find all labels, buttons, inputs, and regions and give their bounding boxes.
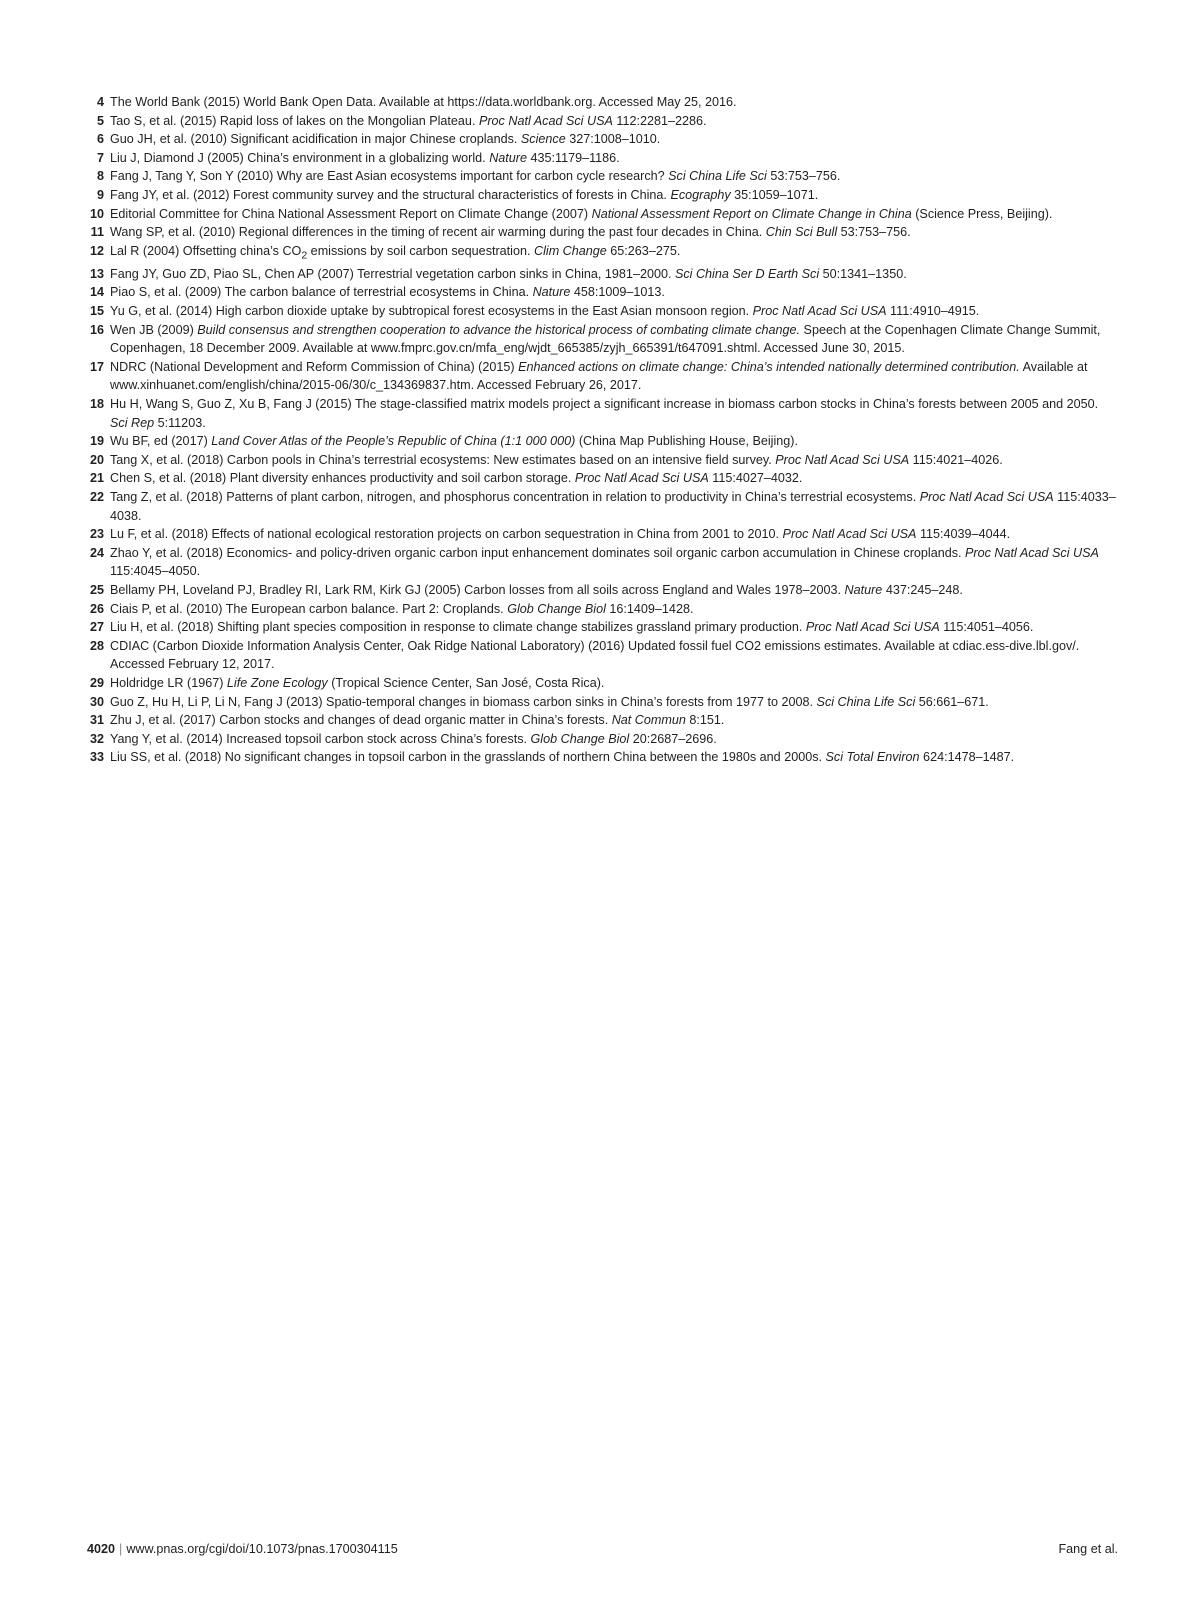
reference-number: 4 (96, 95, 104, 109)
reference-segment: (Tropical Science Center, San José, Costa Rica). (327, 675, 605, 690)
reference-text (110, 471, 802, 485)
reference-item (84, 618, 1118, 637)
reference-number: 16 (89, 322, 104, 337)
reference-item (84, 93, 1118, 112)
reference-list (84, 93, 1118, 767)
reference-segment: Wu BF, ed (2017) (110, 434, 212, 449)
reference-text (110, 490, 1116, 523)
reference-segment: Guo JH, et al. (2010) Significant acidification in major Chinese croplands. (110, 132, 521, 147)
reference-item (84, 711, 1118, 730)
reference-segment: 65:263–275. (606, 243, 681, 258)
reference-number: 33 (89, 750, 104, 765)
reference-segment: 16:1409–1428. (605, 601, 694, 616)
reference-segment: (China Map Publishing House, Beijing). (575, 434, 798, 449)
reference-segment: Tao S, et al. (2015) Rapid loss of lakes on the Mongolian Plateau. (110, 113, 479, 128)
reference-segment: Editorial Committee for China National Assessment Report on Climate Change (2007) (110, 206, 592, 221)
journal-title: National Assessment Report on Climate Change in China (591, 206, 912, 221)
journal-title: Ecography (670, 187, 731, 202)
reference-segment: 115:4021–4026. (909, 452, 1003, 467)
reference-segment: Speech at the Copenhagen Climate Change Summit, Copenhagen, 18 December 2009. Available at www.fmprc.gov.cn/mfa_eng/wjdt_665385/zyjh_665391/t647091.shtml. Accessed June 30, 2015. (110, 322, 1101, 356)
reference-text (110, 151, 620, 165)
reference-segment: 53:753–756. (766, 169, 841, 184)
journal-title: Nature (532, 285, 571, 300)
reference-text (110, 676, 604, 690)
reference-number: 8 (96, 169, 104, 184)
reference-segment: Holdridge LR (1967) (110, 675, 227, 690)
reference-text (110, 527, 1010, 541)
reference-item (84, 242, 1118, 265)
reference-segment: emissions by soil carbon sequestration. (307, 243, 534, 258)
reference-segment: 112:2281–2286. (612, 113, 707, 128)
reference-item (84, 167, 1118, 186)
footer-separator: | (119, 1542, 123, 1556)
reference-segment: 115:4051–4056. (939, 620, 1034, 635)
journal-title: Enhanced actions on climate change: China’s intended nationally determined contribution. (518, 359, 1020, 374)
reference-segment: 437:245–248. (882, 582, 963, 597)
doi-link[interactable]: www.pnas.org/cgi/doi/10.1073/pnas.1700304115 (126, 1542, 398, 1556)
reference-item (84, 130, 1118, 149)
reference-segment: Guo Z, Hu H, Li P, Li N, Fang J (2013) Spatio-temporal changes in biomass carbon sinks in China’s forests from 1977 to 2008. (110, 694, 817, 709)
page-number: 4020 (87, 1542, 116, 1556)
reference-item (84, 544, 1118, 581)
reference-number: 5 (96, 113, 104, 128)
reference-segment: Fang J, Tang Y, Son Y (2010) Why are East Asian ecosystems important for carbon cycle research? (110, 169, 669, 184)
reference-segment: Lal R (2004) Offsetting china’s CO (110, 243, 302, 258)
journal-title: Nature (844, 582, 883, 597)
reference-text (110, 95, 737, 109)
reference-segment: (Science Press, Beijing). (911, 206, 1053, 221)
reference-number: 9 (96, 187, 104, 202)
reference-item (84, 205, 1118, 224)
reference-text (110, 453, 1003, 467)
journal-title: Sci China Life Sci (816, 694, 916, 709)
reference-text (110, 114, 707, 128)
reference-item (84, 302, 1118, 321)
journal-title: Sci China Life Sci (668, 169, 767, 184)
reference-segment: The World Bank (2015) World Bank Open Data. Available at https://data.worldbank.org. Accessed May 25, 2016. (110, 95, 737, 109)
reference-number: 12 (89, 243, 104, 258)
reference-item (84, 223, 1118, 242)
journal-title: Proc Natl Acad Sci USA (782, 527, 917, 542)
reference-number: 21 (89, 471, 104, 486)
reference-item (84, 748, 1118, 767)
reference-text (110, 285, 665, 299)
reference-item (84, 149, 1118, 168)
reference-segment: Chen S, et al. (2018) Plant diversity enhances productivity and soil carbon storage. (110, 471, 575, 486)
reference-number: 30 (89, 694, 104, 709)
reference-number: 14 (89, 285, 104, 300)
journal-title: Science (520, 132, 566, 147)
reference-text (110, 620, 1033, 634)
reference-text (110, 602, 693, 616)
reference-segment: Hu H, Wang S, Guo Z, Xu B, Fang J (2015) The stage-classified matrix models project a significant increase in biomass carbon stocks in China’s forests between 2005 and 2050. (110, 397, 1099, 412)
journal-title: Proc Natl Acad Sci USA (574, 471, 709, 486)
reference-segment: CDIAC (Carbon Dioxide Information Analysis Center, Oak Ridge National Laboratory) (2016) Updated fossil fuel CO2 emissions estimates. Available at cdiac.ess-dive.lbl.gov/. Accessed February 12, 2017. (110, 638, 1080, 672)
reference-text (110, 434, 798, 448)
journal-title: Nat Commun (611, 713, 686, 728)
reference-number: 15 (89, 304, 104, 319)
running-authors: Fang et al. (1058, 1542, 1118, 1556)
journal-title: Proc Natl Acad Sci USA (919, 489, 1054, 504)
reference-segment: Zhao Y, et al. (2018) Economics- and policy-driven organic carbon input enhancement dominates soil organic carbon accumulation in Chinese croplands. (110, 545, 965, 560)
reference-item (84, 112, 1118, 131)
reference-item (84, 186, 1118, 205)
reference-segment: Liu J, Diamond J (2005) China’s environment in a globalizing world. (110, 150, 490, 165)
reference-segment: Bellamy PH, Loveland PJ, Bradley RI, Lark RM, Kirk GJ (2005) Carbon losses from all soils across England and Wales 1978–2003. (110, 582, 845, 597)
reference-segment: NDRC (National Development and Reform Commission of China) (2015) (110, 359, 519, 374)
reference-text (110, 132, 660, 146)
reference-number: 18 (89, 397, 104, 412)
reference-item (84, 283, 1118, 302)
reference-text (110, 225, 911, 239)
journal-title: Proc Natl Acad Sci USA (805, 620, 940, 635)
reference-segment: Ciais P, et al. (2010) The European carbon balance. Part 2: Croplands. (110, 601, 508, 616)
subscript: 2 (301, 249, 308, 262)
journal-title: Proc Natl Acad Sci USA (478, 113, 613, 128)
reference-number: 22 (89, 489, 104, 504)
reference-number: 19 (89, 434, 104, 449)
journal-title: Sci Total Environ (825, 750, 920, 765)
reference-segment: 111:4910–4915. (886, 304, 980, 319)
reference-text (110, 639, 1079, 672)
journal-title: Land Cover Atlas of the People’s Republic of China (1:1 000 000) (211, 434, 576, 449)
reference-text (110, 207, 1052, 221)
reference-segment: Zhu J, et al. (2017) Carbon stocks and changes of dead organic matter in China’s forests. (110, 713, 612, 728)
reference-text (110, 267, 907, 281)
reference-text (110, 397, 1098, 430)
reference-item (84, 693, 1118, 712)
reference-number: 26 (89, 601, 104, 616)
reference-segment: Piao S, et al. (2009) The carbon balance of terrestrial ecosystems in China. (110, 285, 533, 300)
reference-segment: Wen JB (2009) (110, 322, 198, 337)
reference-segment: 624:1478–1487. (919, 750, 1015, 765)
reference-text (110, 304, 979, 318)
reference-item (84, 600, 1118, 619)
reference-segment: 20:2687–2696. (629, 731, 717, 746)
reference-text (110, 360, 1088, 393)
reference-item (84, 358, 1118, 395)
reference-text (110, 188, 818, 202)
reference-text (110, 243, 681, 262)
reference-number: 29 (89, 675, 104, 690)
reference-item (84, 321, 1118, 358)
journal-title: Chin Sci Bull (765, 225, 838, 240)
reference-segment: 5:11203. (154, 415, 206, 430)
journal-title: Proc Natl Acad Sci USA (752, 304, 887, 319)
journal-title: Sci China Ser D Earth Sci (674, 266, 820, 281)
reference-number: 24 (89, 545, 104, 560)
reference-segment: 35:1059–1071. (730, 187, 819, 202)
reference-segment: Fang JY, et al. (2012) Forest community survey and the structural characteristics of forests in China. (110, 187, 671, 202)
reference-number: 23 (89, 527, 104, 542)
reference-text (110, 546, 1099, 579)
reference-segment: Liu SS, et al. (2018) No significant changes in topsoil carbon in the grasslands of northern China between the 1980s and 2000s. (110, 750, 826, 765)
reference-number: 7 (96, 150, 104, 165)
reference-segment: 56:661–671. (915, 694, 989, 709)
reference-segment: Tang X, et al. (2018) Carbon pools in China’s terrestrial ecosystems: New estimates based on an intensive field survey. (110, 452, 776, 467)
reference-item (84, 432, 1118, 451)
reference-segment: 50:1341–1350. (819, 266, 907, 281)
reference-number: 25 (89, 582, 104, 597)
reference-segment: 53:753–756. (837, 225, 911, 240)
reference-text (110, 169, 840, 183)
journal-title: Glob Change Biol (530, 731, 630, 746)
reference-segment: Fang JY, Guo ZD, Piao SL, Chen AP (2007) Terrestrial vegetation carbon sinks in China, 1981–2000. (110, 266, 675, 281)
reference-number: 6 (96, 132, 104, 147)
reference-segment: Wang SP, et al. (2010) Regional differences in the timing of recent air warming during the past four decades in China. (110, 225, 766, 240)
reference-text (110, 732, 717, 746)
reference-text (110, 583, 963, 597)
reference-item (84, 395, 1118, 432)
reference-item (84, 265, 1118, 284)
reference-text (110, 750, 1014, 764)
journal-title: Clim Change (534, 243, 607, 258)
journal-title: Proc Natl Acad Sci USA (965, 545, 1099, 560)
page-footer (87, 1541, 1118, 1557)
reference-segment: Yang Y, et al. (2014) Increased topsoil carbon stock across China’s forests. (110, 731, 531, 746)
reference-segment: 115:4033–4038. (110, 489, 1116, 523)
journal-title: Glob Change Biol (507, 601, 606, 616)
journal-title: Build consensus and strengthen cooperation to advance the historical process of combating climate change. (197, 322, 801, 337)
journal-title: Life Zone Ecology (226, 675, 328, 690)
reference-segment: Liu H, et al. (2018) Shifting plant species composition in response to climate change stabilizes grassland primary production. (110, 620, 806, 635)
reference-segment: 115:4045–4050. (110, 564, 201, 579)
reference-segment: 458:1009–1013. (570, 285, 665, 300)
reference-segment: 327:1008–1010. (565, 132, 661, 147)
reference-segment: 8:151. (685, 713, 725, 728)
reference-segment: 435:1179–1186. (527, 150, 620, 165)
reference-number: 13 (89, 266, 104, 281)
reference-segment: Tang Z, et al. (2018) Patterns of plant carbon, nitrogen, and phosphorus concentration in relation to productivity in China’s terrestrial ecosystems. (110, 489, 920, 504)
reference-item (84, 730, 1118, 749)
reference-segment: Available at www.xinhuanet.com/english/china/2015-06/30/c_134369837.htm. Accessed February 26, 2017. (110, 359, 1088, 393)
journal-title: Proc Natl Acad Sci USA (775, 452, 910, 467)
reference-number: 11 (90, 225, 104, 240)
reference-item (84, 451, 1118, 470)
reference-number: 31 (89, 713, 104, 728)
journal-title: Nature (489, 150, 527, 165)
journal-title: Sci Rep (110, 415, 155, 430)
reference-number: 27 (89, 620, 104, 635)
reference-segment: 115:4027–4032. (708, 471, 803, 486)
reference-segment: 115:4039–4044. (916, 527, 1011, 542)
reference-item (84, 674, 1118, 693)
reference-segment: Lu F, et al. (2018) Effects of national ecological restoration projects on carbon sequestration in China from 2001 to 2010. (110, 527, 783, 542)
reference-segment: Yu G, et al. (2014) High carbon dioxide uptake by subtropical forest ecosystems in the East Asian monsoon region. (110, 304, 753, 319)
reference-number: 10 (89, 206, 104, 221)
reference-text (110, 695, 989, 709)
reference-text (110, 713, 724, 727)
reference-item (84, 637, 1118, 674)
reference-number: 20 (89, 452, 104, 467)
reference-number: 32 (89, 731, 104, 746)
reference-item (84, 469, 1118, 488)
reference-item (84, 525, 1118, 544)
reference-number: 17 (89, 359, 104, 374)
reference-item (84, 581, 1118, 600)
reference-number: 28 (89, 638, 104, 653)
reference-text (110, 323, 1100, 356)
reference-item (84, 488, 1118, 525)
